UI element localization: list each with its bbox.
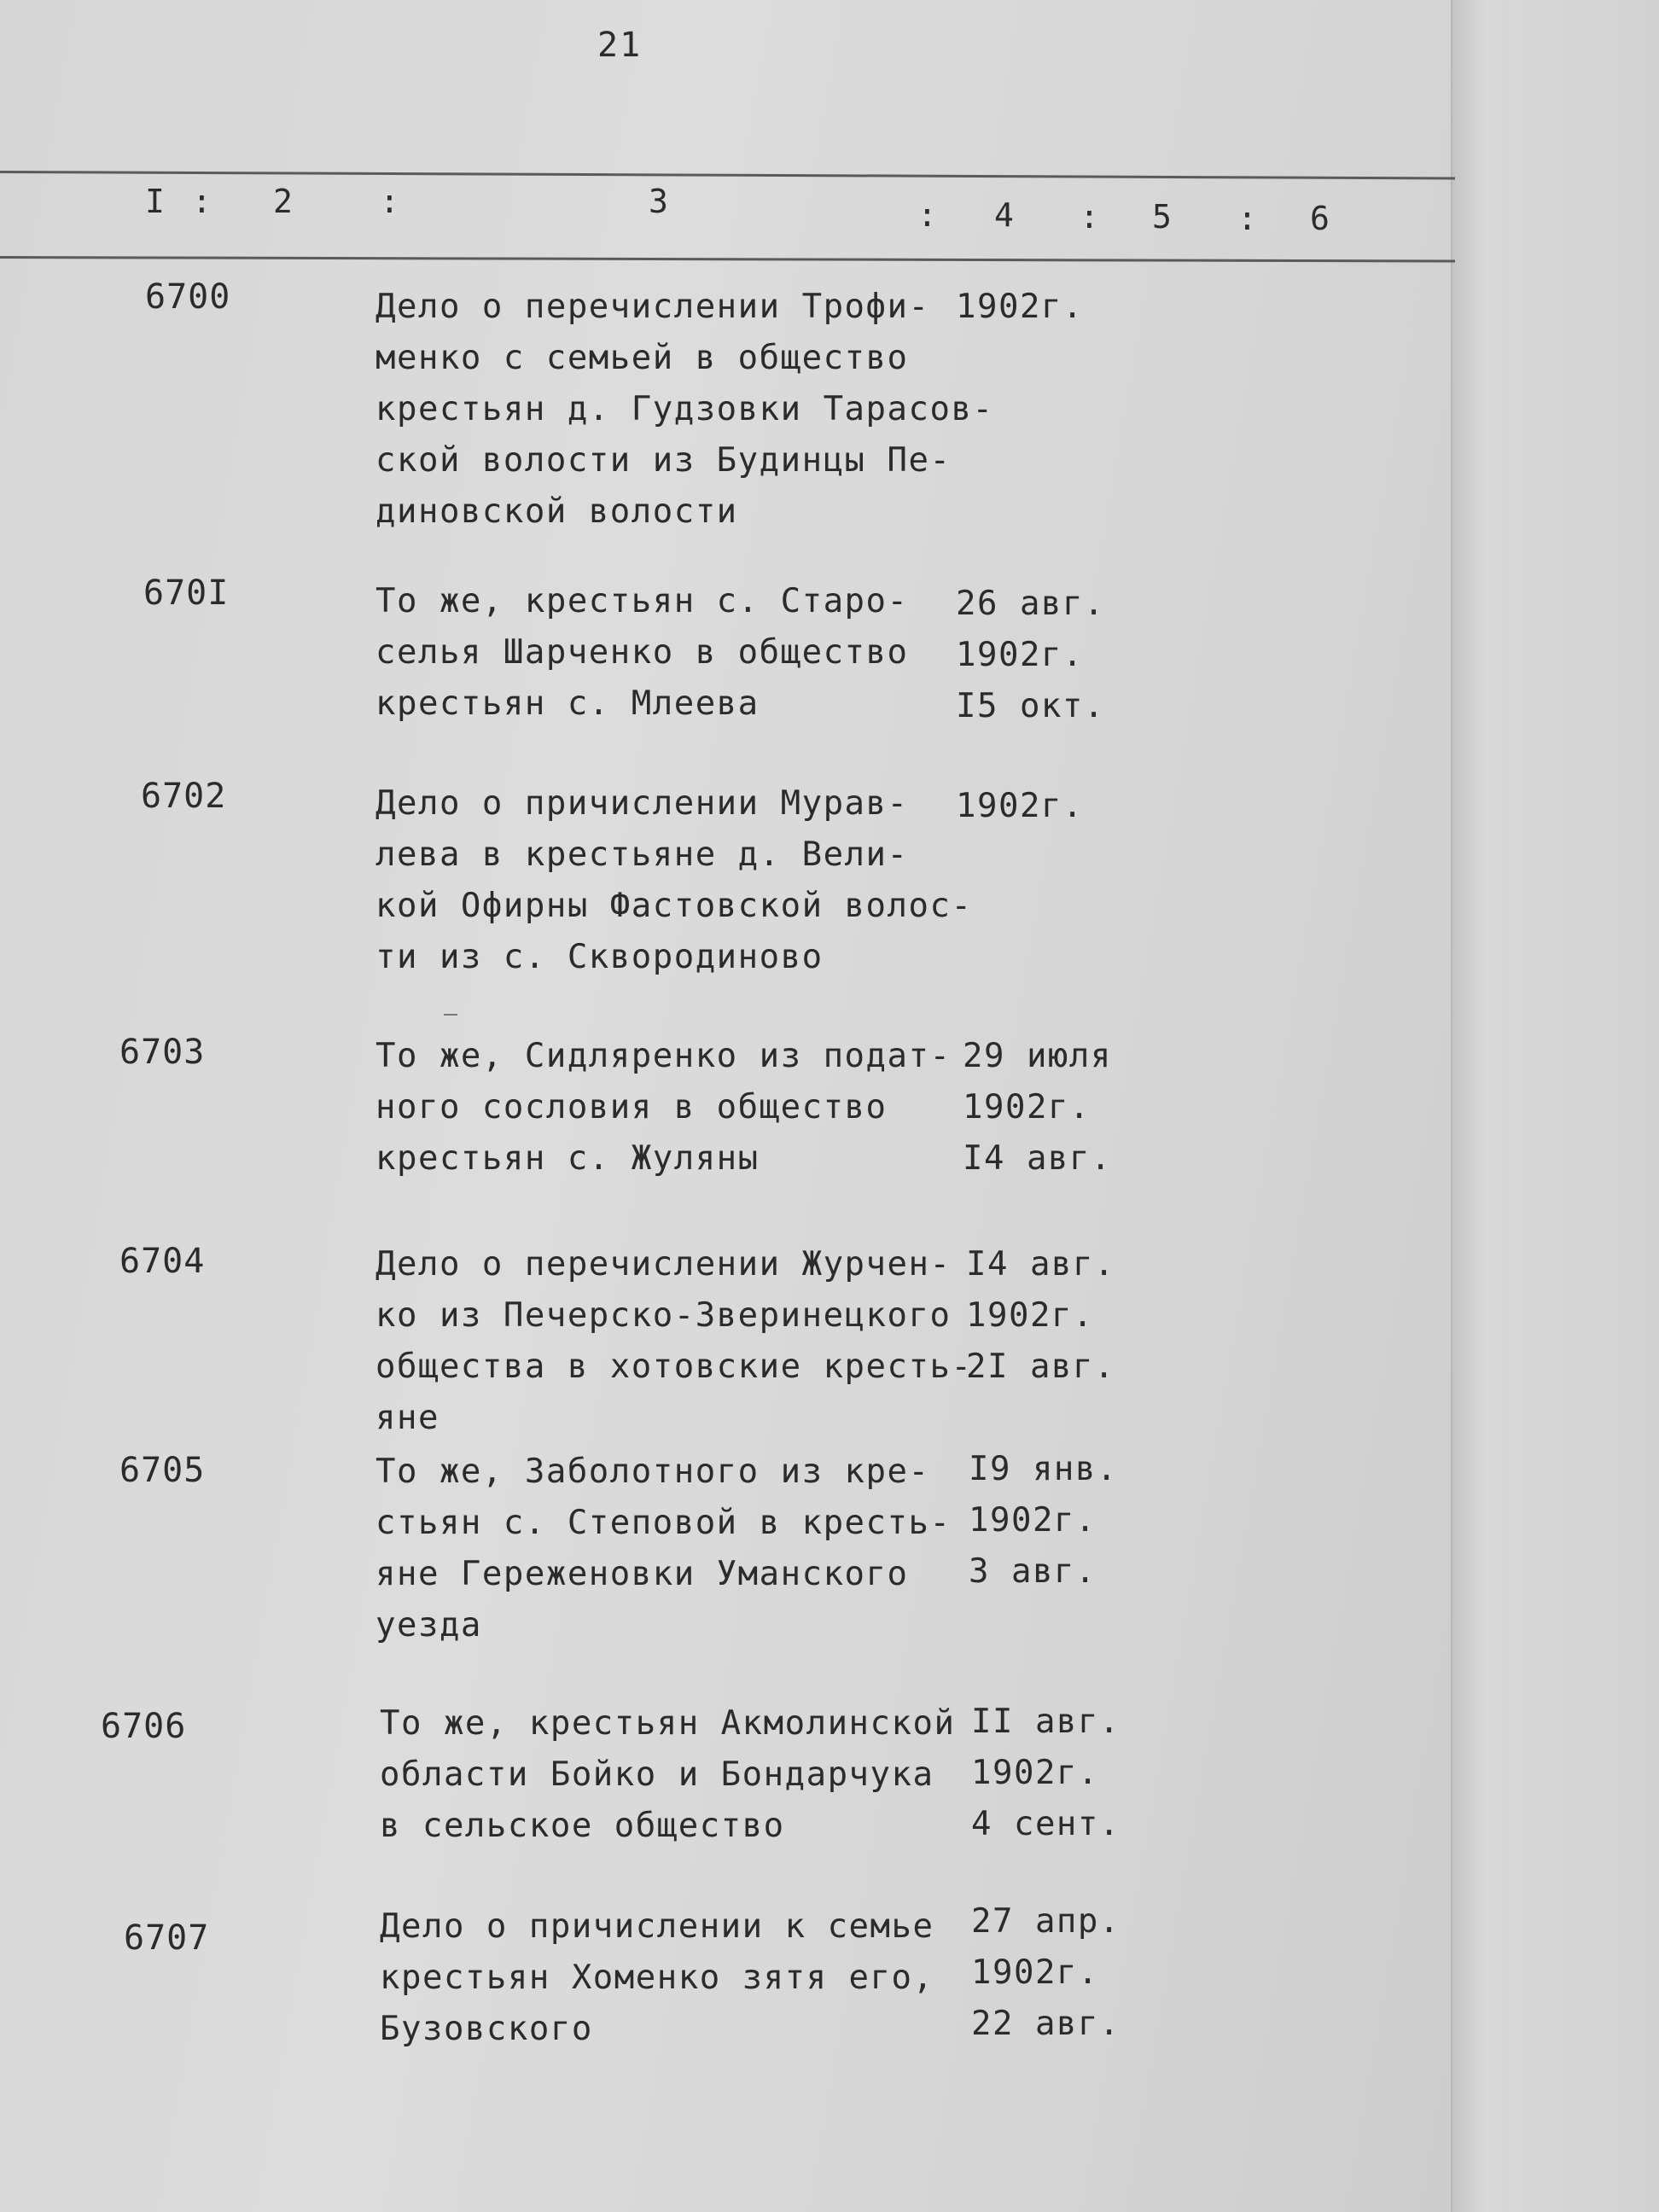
header-col-5: 5 <box>1152 198 1172 236</box>
entry-description <box>375 282 994 538</box>
entry-description <box>375 778 990 983</box>
description-line: То же, Заболотного из кре- <box>375 1452 930 1491</box>
date-line: I9 янв. <box>969 1450 1118 1488</box>
date-line: 26 авг. <box>956 585 1105 623</box>
header-col-3: 3 <box>649 183 668 220</box>
entry-dates <box>971 1697 1159 1850</box>
description-line: ного сословия в общество <box>375 1088 888 1126</box>
description-line: ти из с. Сквородиново <box>375 938 824 976</box>
entry-number: 6702 <box>141 777 227 816</box>
entry-description <box>380 1901 994 2055</box>
date-line: 29 июля <box>963 1037 1112 1075</box>
entry-description <box>375 576 990 730</box>
header-sep: : <box>1080 198 1099 236</box>
date-line: 1902г. <box>966 1296 1094 1335</box>
header-bottom-rule <box>0 256 1455 262</box>
description-line: в сельское общество <box>380 1807 785 1845</box>
description-line: Дело о перечислении Трофи- <box>375 288 930 326</box>
header-sep: : <box>380 183 399 220</box>
entry-number: 6700 <box>145 277 231 317</box>
entry-description <box>375 1031 990 1185</box>
description-line: крестьян д. Гудзовки Тарасов- <box>375 390 994 428</box>
description-line: крестьян с. Млеева <box>375 684 760 723</box>
date-line: 1902г. <box>969 1501 1097 1540</box>
description-line: крестьян с. Жуляны <box>375 1139 760 1178</box>
description-line: ко из Печерско-Зверинецкого <box>375 1296 952 1335</box>
header-sep: : <box>1237 200 1257 237</box>
description-line: То же, Сидляренко из подат- <box>375 1037 952 1075</box>
entry-dates <box>969 1444 1156 1598</box>
entry-dates <box>956 579 1144 732</box>
description-line: стьян с. Степовой в кресть- <box>375 1504 952 1542</box>
description-line: Дело о причислении Мурав- <box>375 784 909 823</box>
description-line: области Бойко и Бондарчука <box>380 1755 934 1794</box>
entry-number: 6706 <box>101 1707 187 1746</box>
date-line: 2I авг. <box>966 1348 1115 1386</box>
description-line: ской волости из Будинцы Пе- <box>375 441 952 480</box>
description-line: яне Гереженовки Уманского <box>375 1555 909 1593</box>
date-line: 3 авг. <box>969 1552 1097 1591</box>
date-line: 27 апр. <box>971 1902 1121 1941</box>
description-line: уезда <box>375 1606 482 1644</box>
entry-number: 6705 <box>119 1451 206 1490</box>
entry-number: 6707 <box>124 1918 210 1958</box>
date-line: 1902г. <box>956 288 1084 326</box>
date-line: II авг. <box>971 1703 1121 1741</box>
description-line: общества в хотовские кресть- <box>375 1348 973 1386</box>
description-line: селья Шарченко в общество <box>375 633 909 672</box>
description-line: яне <box>375 1399 439 1437</box>
description-line: лева в крестьяне д. Вели- <box>375 835 909 874</box>
stray-mark <box>444 1014 457 1016</box>
header-col-1: I <box>145 183 165 220</box>
date-line: I5 окт. <box>956 687 1105 725</box>
header-col-4: 4 <box>994 196 1014 234</box>
page-number: 21 <box>597 26 643 65</box>
entry-number: 6703 <box>119 1033 206 1072</box>
entry-description <box>375 1447 990 1651</box>
entry-dates <box>966 1239 1154 1393</box>
entry-number: 670I <box>143 573 230 613</box>
entry-dates <box>971 1896 1159 2050</box>
header-top-rule <box>0 171 1455 179</box>
entry-description <box>375 1239 990 1444</box>
page-edge <box>1451 0 1659 2212</box>
header-sep: : <box>192 183 212 220</box>
date-line: 1902г. <box>956 636 1084 674</box>
entry-dates <box>956 781 1144 832</box>
header-col-6: 6 <box>1310 200 1330 237</box>
description-line: То же, крестьян с. Старо- <box>375 582 909 620</box>
date-line: 4 сент. <box>971 1805 1121 1843</box>
date-line: I4 авг. <box>963 1139 1112 1178</box>
description-line: Бузовского <box>380 2010 593 2048</box>
entry-description <box>380 1698 994 1852</box>
header-sep: : <box>917 196 937 234</box>
entry-number: 6704 <box>119 1242 206 1281</box>
date-line: 22 авг. <box>971 2005 1121 2043</box>
date-line: 1902г. <box>956 787 1084 825</box>
header-col-2: 2 <box>273 183 293 220</box>
date-line: I4 авг. <box>966 1245 1115 1284</box>
description-line: крестьян Хоменко зятя его, <box>380 1959 934 1997</box>
date-line: 1902г. <box>971 1754 1099 1792</box>
description-line: диновской волости <box>375 492 738 531</box>
description-line: Дело о причислении к семье <box>380 1907 934 1946</box>
description-line: То же, крестьян Акмолинской <box>380 1704 956 1743</box>
description-line: менко с семьей в общество <box>375 339 909 377</box>
description-line: кой Офирны Фастовской волос- <box>375 887 973 925</box>
entry-dates <box>956 282 1144 333</box>
date-line: 1902г. <box>963 1088 1091 1126</box>
description-line: Дело о перечислении Журчен- <box>375 1245 952 1284</box>
entry-dates <box>963 1031 1150 1185</box>
date-line: 1902г. <box>971 1953 1099 1992</box>
